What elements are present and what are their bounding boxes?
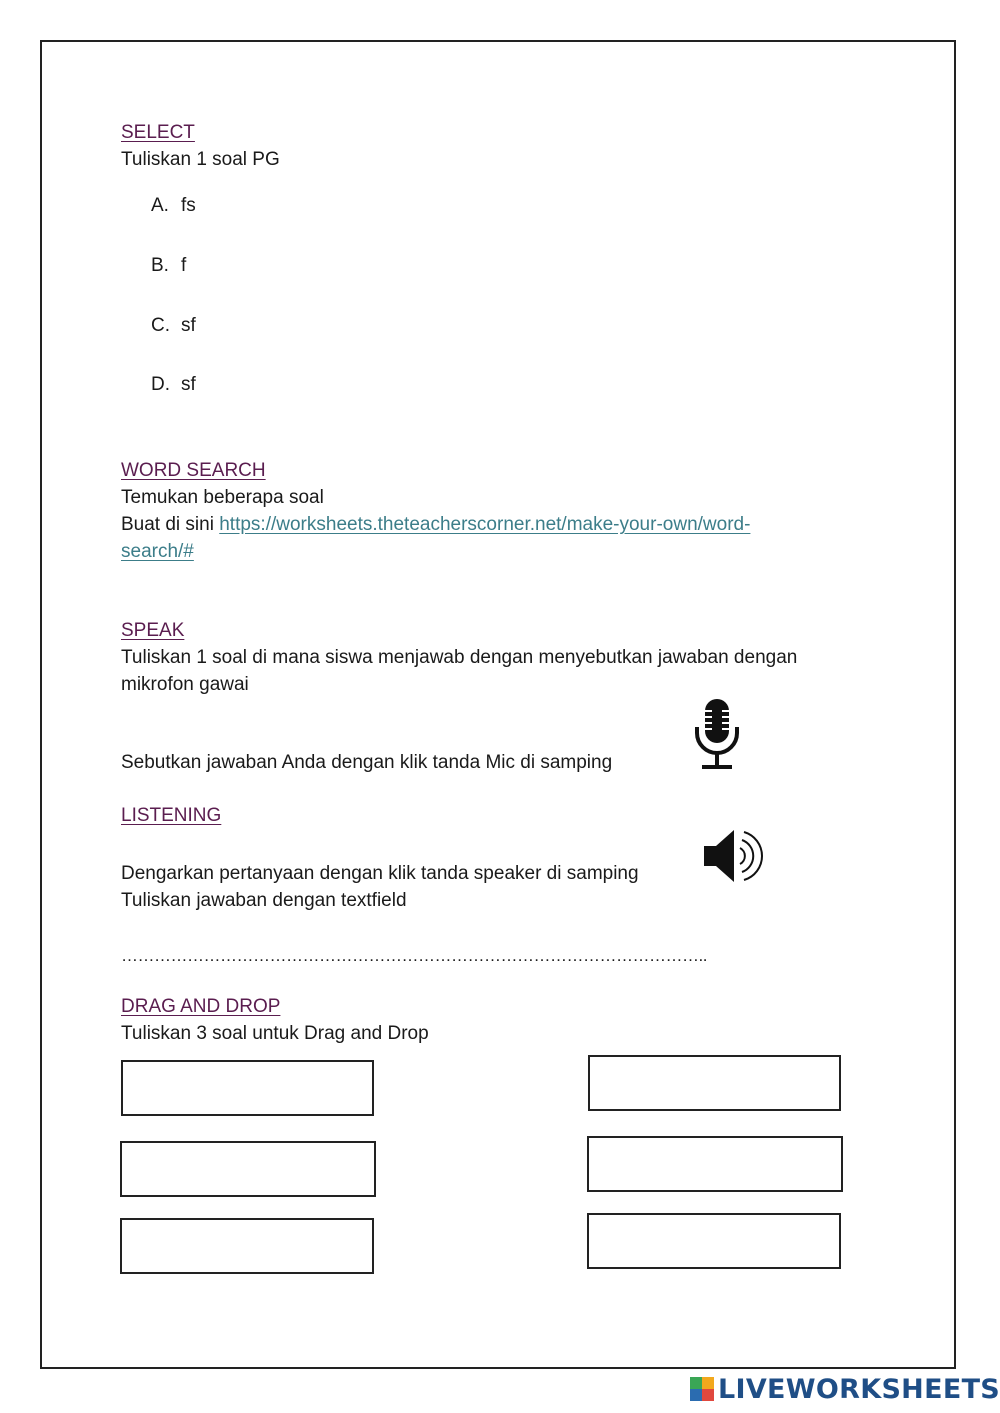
speak-prompt-line-1: Tuliskan 1 soal di mana siswa menjawab dengan menyebutkan jawaban dengan xyxy=(121,647,798,668)
speak-instruction: Sebutkan jawaban Anda dengan klik tanda Mic di samping xyxy=(121,752,613,773)
link-prefix: Buat di sini xyxy=(121,514,220,535)
drag-and-drop-heading: DRAG AND DROP xyxy=(121,996,281,1017)
select-heading: SELECT xyxy=(121,122,195,143)
listening-instruction-line-1: Dengarkan pertanyaan dengan klik tanda speaker di samping xyxy=(121,863,639,884)
logo-mark-icon xyxy=(690,1377,714,1401)
microphone-icon[interactable] xyxy=(692,697,742,771)
option-c[interactable] xyxy=(151,312,196,339)
drag-item-box-2[interactable] xyxy=(120,1141,376,1197)
option-a[interactable] xyxy=(151,192,196,219)
option-letter: A. xyxy=(151,195,169,216)
option-text: sf xyxy=(181,315,196,336)
liveworksheets-logo[interactable] xyxy=(690,1374,1000,1404)
listening-instruction-line-2: Tuliskan jawaban dengan textfield xyxy=(121,890,407,911)
word-search-link[interactable]: https://worksheets.theteacherscorner.net/make-your-own/word- xyxy=(219,514,751,535)
drop-target-box-1[interactable] xyxy=(588,1055,841,1111)
drop-target-box-3[interactable] xyxy=(587,1213,841,1269)
option-letter: D. xyxy=(151,374,170,395)
speak-heading: SPEAK xyxy=(121,620,185,641)
logo-square xyxy=(690,1377,702,1389)
option-text: fs xyxy=(181,195,196,216)
drag-and-drop-prompt: Tuliskan 3 soal untuk Drag and Drop xyxy=(121,1023,429,1044)
listening-heading: LISTENING xyxy=(121,805,222,826)
drag-item-box-3[interactable] xyxy=(120,1218,374,1274)
logo-text: LIVEWORKSHEETS xyxy=(718,1373,1000,1405)
logo-square xyxy=(690,1389,702,1401)
speak-prompt-line-2: mikrofon gawai xyxy=(121,674,249,695)
option-text: f xyxy=(181,255,187,276)
option-d[interactable] xyxy=(151,371,196,398)
option-text: sf xyxy=(181,374,196,395)
drag-item-box-1[interactable] xyxy=(121,1060,374,1116)
speaker-icon[interactable] xyxy=(702,828,768,884)
drop-target-box-2[interactable] xyxy=(587,1136,843,1192)
word-search-link-line xyxy=(121,511,750,538)
word-search-link-line-2 xyxy=(121,538,194,565)
option-letter: B. xyxy=(151,255,169,276)
option-b[interactable] xyxy=(151,252,186,279)
word-search-prompt: Temukan beberapa soal xyxy=(121,487,324,508)
logo-square xyxy=(702,1377,714,1389)
logo-square xyxy=(702,1389,714,1401)
option-letter: C. xyxy=(151,315,170,336)
word-search-heading: WORD SEARCH xyxy=(121,460,266,481)
word-search-link-continued[interactable]: search/# xyxy=(121,541,194,562)
answer-textfield[interactable]: …………………………………………………………………………………………….. xyxy=(121,946,707,965)
select-prompt: Tuliskan 1 soal PG xyxy=(121,149,280,170)
